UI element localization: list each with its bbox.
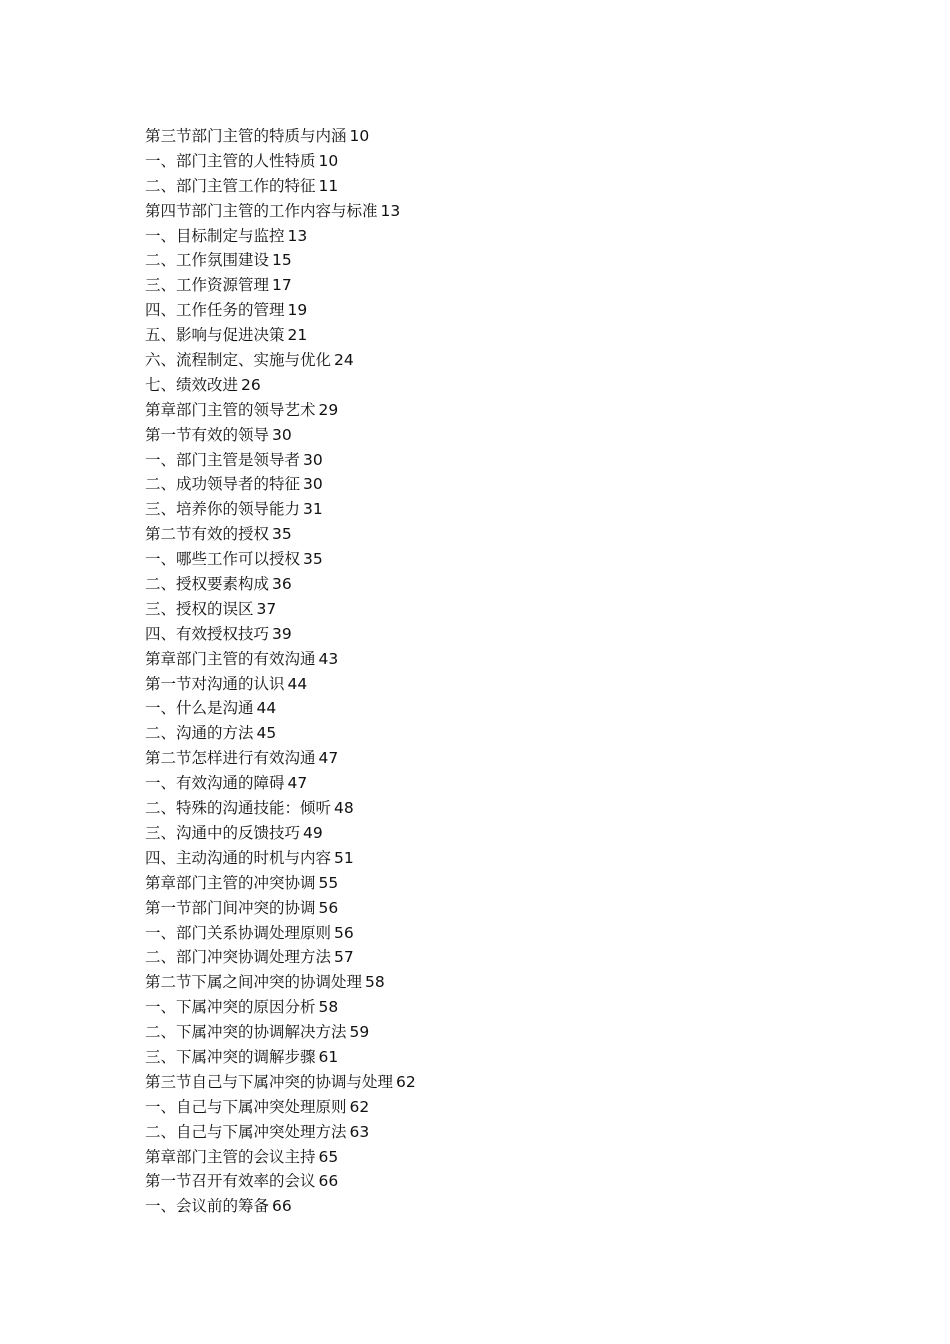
toc-entry-title: 三、培养你的领导能力 [145, 500, 301, 519]
toc-entry-page-number: 45 [256, 724, 277, 743]
table-of-contents [145, 124, 845, 1219]
toc-entry-title: 一、目标制定与监控 [145, 226, 285, 245]
toc-entry-title: 四、工作任务的管理 [145, 301, 285, 320]
toc-entry [145, 522, 845, 547]
toc-entry-title: 七、绩效改进 [145, 375, 239, 394]
toc-entry-page-number: 62 [396, 1072, 416, 1091]
toc-entry-page-number: 30 [272, 425, 292, 444]
toc-entry [145, 597, 845, 622]
toc-entry-page-number: 35 [272, 525, 292, 544]
toc-entry [145, 995, 845, 1020]
toc-entry [145, 696, 845, 721]
toc-entry [145, 672, 845, 697]
toc-entry-title: 二、沟通的方法 [145, 724, 254, 743]
toc-entry-page-number: 58 [365, 973, 385, 992]
toc-entry [145, 970, 845, 995]
toc-entry-page-number: 65 [318, 1147, 339, 1166]
toc-entry-title: 一、部门主管是领导者 [145, 450, 301, 469]
toc-entry [145, 373, 845, 398]
toc-entry-page-number: 13 [287, 226, 308, 245]
toc-entry-title: 三、工作资源管理 [145, 276, 270, 295]
toc-entry [145, 746, 845, 771]
toc-entry-title: 三、下属冲突的调解步骤 [145, 1047, 316, 1066]
toc-entry-page-number: 26 [241, 375, 261, 394]
toc-entry-page-number: 51 [334, 848, 354, 867]
toc-entry-title: 二、部门冲突协调处理方法 [145, 948, 332, 967]
toc-entry-page-number: 66 [318, 1172, 339, 1191]
toc-entry-title: 一、有效沟通的障碍 [145, 774, 285, 793]
toc-entry-title: 第一节召开有效率的会议 [145, 1172, 316, 1191]
toc-entry-page-number: 56 [318, 898, 339, 917]
toc-entry-title: 四、有效授权技巧 [145, 624, 270, 643]
toc-entry [145, 1120, 845, 1145]
toc-entry-page-number: 58 [318, 998, 339, 1017]
toc-entry-page-number: 15 [272, 251, 292, 270]
toc-entry [145, 472, 845, 497]
toc-entry [145, 821, 845, 846]
toc-entry [145, 796, 845, 821]
toc-entry-page-number: 62 [349, 1097, 370, 1116]
toc-entry-title: 一、什么是沟通 [145, 699, 254, 718]
toc-entry-page-number: 56 [334, 923, 354, 942]
toc-entry-title: 二、工作氛围建设 [145, 251, 270, 270]
toc-entry [145, 199, 845, 224]
toc-entry [145, 921, 845, 946]
toc-entry [145, 174, 845, 199]
toc-entry [145, 846, 845, 871]
toc-entry-page-number: 49 [303, 823, 323, 842]
toc-entry-title: 一、下属冲突的原因分析 [145, 998, 316, 1017]
toc-entry-title: 第一节有效的领导 [145, 425, 270, 444]
toc-entry [145, 1070, 845, 1095]
toc-entry-page-number: 11 [318, 176, 339, 195]
toc-entry [145, 721, 845, 746]
toc-entry-title: 一、自己与下属冲突处理原则 [145, 1097, 347, 1116]
toc-entry-title: 二、成功领导者的特征 [145, 475, 301, 494]
toc-entry [145, 348, 845, 373]
toc-entry-title: 二、特殊的沟通技能：倾听 [145, 799, 332, 818]
toc-entry-title: 一、哪些工作可以授权 [145, 550, 301, 569]
toc-entry [145, 547, 845, 572]
toc-entry-page-number: 30 [303, 450, 323, 469]
toc-entry-title: 一、会议前的筹备 [145, 1197, 270, 1216]
toc-entry-title: 五、影响与促进决策 [145, 326, 285, 345]
toc-entry-page-number: 44 [287, 674, 308, 693]
toc-entry-title: 第一节对沟通的认识 [145, 674, 285, 693]
toc-entry [145, 771, 845, 796]
toc-entry [145, 1045, 845, 1070]
toc-entry-page-number: 44 [256, 699, 277, 718]
toc-entry [145, 497, 845, 522]
toc-entry-page-number: 63 [349, 1122, 370, 1141]
toc-entry-page-number: 10 [349, 127, 370, 145]
toc-entry-title: 一、部门关系协调处理原则 [145, 923, 332, 942]
toc-entry-page-number: 30 [303, 475, 323, 494]
toc-entry-page-number: 39 [272, 624, 292, 643]
toc-entry [145, 871, 845, 896]
toc-entry-page-number: 59 [349, 1023, 370, 1042]
toc-entry [145, 248, 845, 273]
toc-entry-title: 二、自己与下属冲突处理方法 [145, 1122, 347, 1141]
toc-entry-title: 第二节怎样进行有效沟通 [145, 749, 316, 768]
toc-entry [145, 945, 845, 970]
toc-entry [145, 1145, 845, 1170]
toc-entry-page-number: 37 [256, 599, 277, 618]
toc-entry-page-number: 24 [334, 351, 354, 370]
toc-entry-title: 第三节自己与下属冲突的协调与处理 [145, 1072, 394, 1091]
toc-entry-title: 二、授权要素构成 [145, 575, 270, 594]
toc-entry [145, 149, 845, 174]
toc-entry-page-number: 43 [318, 649, 339, 668]
toc-entry-page-number: 61 [318, 1047, 339, 1066]
toc-entry [145, 1169, 845, 1194]
toc-entry-title: 第二节下属之间冲突的协调处理 [145, 973, 363, 992]
toc-entry-page-number: 47 [318, 749, 339, 768]
toc-entry [145, 572, 845, 597]
toc-entry-title: 六、流程制定、实施与优化 [145, 351, 332, 370]
toc-entry-page-number: 48 [334, 799, 354, 818]
toc-entry-page-number: 21 [287, 326, 308, 345]
toc-entry-title: 三、授权的误区 [145, 599, 254, 618]
toc-entry [145, 124, 845, 149]
toc-entry [145, 1194, 845, 1219]
toc-entry-page-number: 55 [318, 873, 339, 892]
toc-entry-page-number: 36 [272, 575, 292, 594]
toc-entry-title: 第章部门主管的有效沟通 [145, 649, 316, 668]
toc-entry-page-number: 47 [287, 774, 308, 793]
toc-entry [145, 622, 845, 647]
toc-entry [145, 298, 845, 323]
toc-entry-page-number: 17 [272, 276, 292, 295]
toc-entry [145, 398, 845, 423]
toc-entry-page-number: 35 [303, 550, 323, 569]
toc-entry-page-number: 31 [303, 500, 323, 519]
toc-entry [145, 896, 845, 921]
toc-entry-page-number: 29 [318, 400, 339, 419]
toc-entry-page-number: 19 [287, 301, 308, 320]
toc-entry-page-number: 10 [318, 151, 339, 170]
toc-entry [145, 224, 845, 249]
toc-entry-page-number: 13 [380, 201, 401, 220]
toc-entry-title: 二、下属冲突的协调解决方法 [145, 1023, 347, 1042]
toc-entry [145, 273, 845, 298]
toc-entry-title: 第二节有效的授权 [145, 525, 270, 544]
toc-entry-title: 第一节部门间冲突的协调 [145, 898, 316, 917]
toc-entry [145, 423, 845, 448]
toc-entry-title: 第章部门主管的冲突协调 [145, 873, 316, 892]
toc-entry-page-number: 57 [334, 948, 354, 967]
toc-entry-title: 第四节部门主管的工作内容与标准 [145, 201, 378, 220]
toc-entry [145, 448, 845, 473]
toc-entry-page-number: 66 [272, 1197, 292, 1216]
toc-entry-title: 二、部门主管工作的特征 [145, 176, 316, 195]
toc-entry-title: 第三节部门主管的特质与内涵 [145, 127, 347, 145]
toc-entry-title: 第章部门主管的会议主持 [145, 1147, 316, 1166]
toc-entry [145, 323, 845, 348]
toc-entry-title: 第章部门主管的领导艺术 [145, 400, 316, 419]
toc-entry [145, 647, 845, 672]
toc-entry [145, 1020, 845, 1045]
toc-entry-title: 一、部门主管的人性特质 [145, 151, 316, 170]
toc-entry [145, 1095, 845, 1120]
toc-entry-title: 三、沟通中的反馈技巧 [145, 823, 301, 842]
toc-entry-title: 四、主动沟通的时机与内容 [145, 848, 332, 867]
